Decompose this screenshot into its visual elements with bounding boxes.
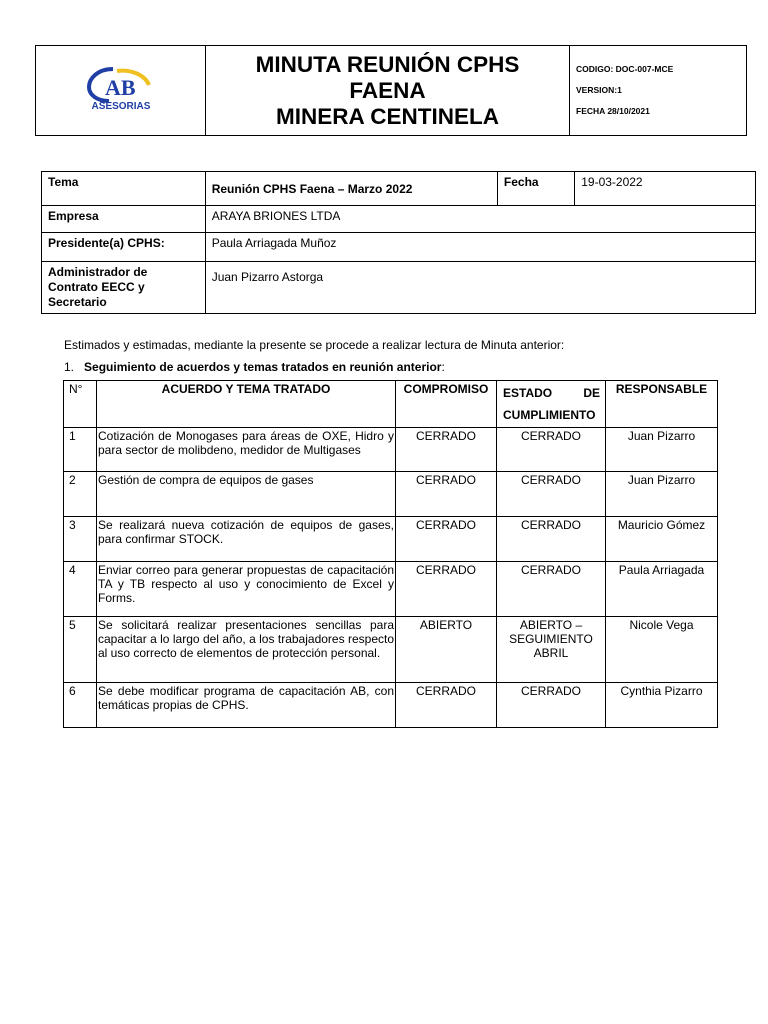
row-number: 1 — [64, 428, 97, 472]
admin-value: Juan Pizarro Astorga — [205, 262, 755, 314]
table-row — [64, 428, 718, 472]
intro-text: Estimados y estimadas, mediante la presente se procede a realizar lectura de Minuta anterior: — [64, 338, 565, 352]
title-line-3: MINERA CENTINELA — [276, 103, 499, 129]
row-number: 3 — [64, 517, 97, 562]
row-compromiso: CERRADO — [396, 428, 497, 472]
row-responsable: Juan Pizarro — [606, 472, 718, 517]
estado-header-b: DE — [583, 386, 600, 400]
tema-value: Reunión CPHS Faena – Marzo 2022 — [205, 172, 497, 206]
empresa-label: Empresa — [42, 206, 206, 233]
col-header-compromiso: COMPROMISO — [396, 381, 497, 428]
row-compromiso: CERRADO — [396, 562, 497, 617]
row-acuerdo: Enviar correo para generar propuestas de capacitación TA y TB respecto al uso y conocimiento de Excel y Forms. — [97, 562, 396, 617]
row-responsable: Juan Pizarro — [606, 428, 718, 472]
doc-version: VERSION:1 — [576, 85, 622, 95]
row-estado: CERRADO — [497, 683, 606, 728]
section-title: Seguimiento de acuerdos y temas tratados en reunión anterior — [84, 360, 442, 374]
col-header-n: N° — [64, 381, 97, 428]
title-line-2: FAENA — [349, 77, 426, 103]
document-codes — [570, 46, 747, 136]
tema-label: Tema — [42, 172, 206, 206]
table-row — [64, 617, 718, 683]
row-responsable: Mauricio Gómez — [606, 517, 718, 562]
logo-letters: AB — [104, 75, 136, 100]
col-header-acuerdo: ACUERDO Y TEMA TRATADO — [97, 381, 396, 428]
admin-label: Administrador de Contrato EECC y Secretario — [42, 262, 206, 314]
row-estado: ABIERTO – SEGUIMIENTO ABRIL — [497, 617, 606, 683]
logo-text: ASESORIAS — [91, 101, 150, 111]
row-acuerdo: Cotización de Monogases para áreas de OXE, Hidro y para sector de molibdeno, medidor de Multigases — [97, 428, 396, 472]
row-acuerdo: Se realizará nueva cotización de equipos de gases, para confirmar STOCK. — [97, 517, 396, 562]
doc-date: FECHA 28/10/2021 — [576, 106, 650, 116]
title-line-1: MINUTA REUNIÓN CPHS — [255, 51, 520, 77]
row-responsable: Nicole Vega — [606, 617, 718, 683]
row-acuerdo: Se solicitará realizar presentaciones sencillas para capacitar a lo largo del año, a los trabajadores respecto al uso correcto de elementos de protección personal. — [97, 617, 396, 683]
estado-header-a: ESTADO — [503, 386, 553, 400]
empresa-value: ARAYA BRIONES LTDA — [205, 206, 755, 233]
col-header-responsable: RESPONSABLE — [606, 381, 718, 428]
document-header — [35, 45, 747, 136]
fecha-label: Fecha — [497, 172, 574, 206]
meeting-info-table — [41, 171, 756, 314]
section-number: 1. — [64, 360, 75, 374]
doc-code: CODIGO: DOC-007-MCE — [576, 64, 674, 74]
row-compromiso: CERRADO — [396, 683, 497, 728]
table-row — [64, 517, 718, 562]
row-responsable: Paula Arriagada — [606, 562, 718, 617]
table-row — [64, 562, 718, 617]
table-header-row — [64, 381, 718, 428]
table-row — [64, 683, 718, 728]
row-estado: CERRADO — [497, 428, 606, 472]
company-logo — [83, 65, 159, 111]
row-responsable: Cynthia Pizarro — [606, 683, 718, 728]
logo-cell — [36, 46, 206, 136]
row-compromiso: CERRADO — [396, 517, 497, 562]
fecha-value: 19-03-2022 — [575, 172, 756, 206]
row-compromiso: ABIERTO — [396, 617, 497, 683]
row-acuerdo: Se debe modificar programa de capacitación AB, con temáticas propias de CPHS. — [97, 683, 396, 728]
row-compromiso: CERRADO — [396, 472, 497, 517]
presidente-value: Paula Arriagada Muñoz — [205, 233, 755, 262]
section-suffix: : — [441, 360, 445, 374]
row-number: 6 — [64, 683, 97, 728]
presidente-label: Presidente(a) CPHS: — [42, 233, 206, 262]
row-number: 5 — [64, 617, 97, 683]
col-header-estado — [497, 381, 606, 428]
estado-header-c: CUMPLIMIENTO — [503, 408, 596, 422]
row-acuerdo: Gestión de compra de equipos de gases — [97, 472, 396, 517]
row-estado: CERRADO — [497, 562, 606, 617]
row-estado: CERRADO — [497, 517, 606, 562]
document-title — [206, 46, 570, 136]
table-row — [64, 472, 718, 517]
agreements-table — [63, 380, 718, 728]
row-number: 4 — [64, 562, 97, 617]
row-number: 2 — [64, 472, 97, 517]
section-heading — [64, 360, 445, 374]
row-estado: CERRADO — [497, 472, 606, 517]
